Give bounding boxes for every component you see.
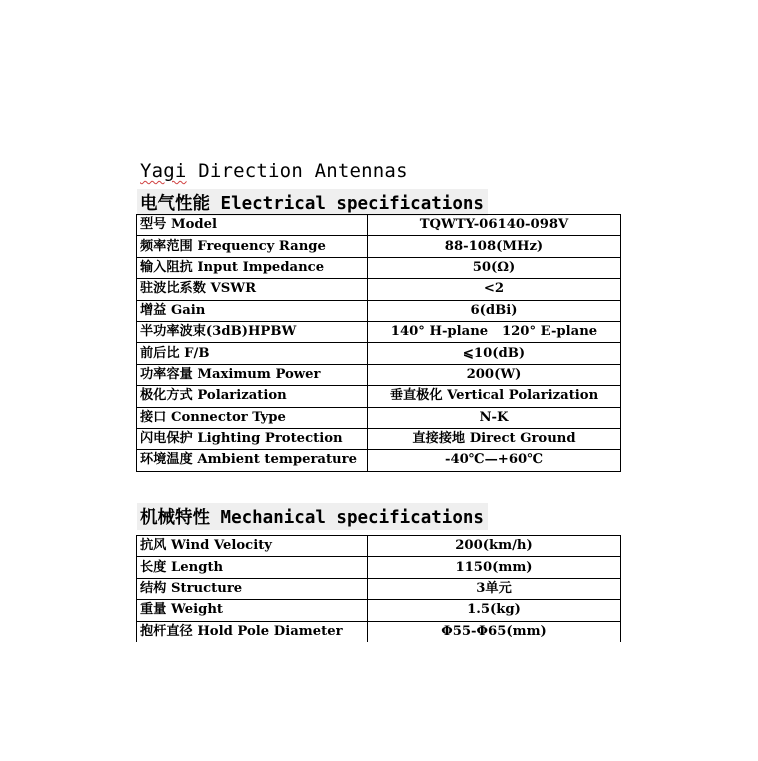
table-row — [137, 450, 621, 471]
spec-value: ⩽10(dB) — [368, 343, 621, 364]
spec-value: 88-108(MHz) — [368, 236, 621, 257]
spec-label: 长度 Length — [137, 557, 368, 578]
spec-label: 输入阻抗 Input Impedance — [137, 257, 368, 278]
spec-value: 6(dBi) — [368, 300, 621, 321]
spec-label: 重量 Weight — [137, 600, 368, 621]
table-row — [137, 578, 621, 599]
spec-label: 型号 Model — [137, 215, 368, 236]
spec-value: 垂直极化 Vertical Polarization — [368, 386, 621, 407]
spec-value: 1150(mm) — [368, 557, 621, 578]
spec-value: -40℃—+60℃ — [368, 450, 621, 471]
spec-value: 50(Ω) — [368, 257, 621, 278]
spec-value: <2 — [368, 279, 621, 300]
spec-label: 闪电保护 Lighting Protection — [137, 428, 368, 449]
spec-value: 直接接地 Direct Ground — [368, 428, 621, 449]
table-row — [137, 215, 621, 236]
spec-label: 接口 Connector Type — [137, 407, 368, 428]
spec-value: N-K — [368, 407, 621, 428]
table-row — [137, 386, 621, 407]
table-row — [137, 407, 621, 428]
title-rest: Direction Antennas — [186, 160, 408, 182]
table-row — [137, 321, 621, 342]
spec-value: 1.5(kg) — [368, 600, 621, 621]
table-row — [137, 279, 621, 300]
spec-label: 环境温度 Ambient temperature — [137, 450, 368, 471]
table-row — [137, 364, 621, 385]
table-row — [137, 428, 621, 449]
table-row — [137, 300, 621, 321]
table-row — [137, 600, 621, 621]
table-row — [137, 343, 621, 364]
mechanical-specifications-table — [136, 535, 621, 642]
spec-label: 半功率波束(3dB)HPBW — [137, 321, 368, 342]
mechanical-section-heading: 机械特性 Mechanical specifications — [137, 503, 488, 530]
spec-label: 频率范围 Frequency Range — [137, 236, 368, 257]
electrical-section-heading: 电气性能 Electrical specifications — [137, 189, 488, 216]
spec-label: 结构 Structure — [137, 578, 368, 599]
spec-label: 功率容量 Maximum Power — [137, 364, 368, 385]
spec-value: 200(km/h) — [368, 536, 621, 557]
spec-value: Φ55-Φ65(mm) — [368, 621, 621, 642]
table-row — [137, 536, 621, 557]
spec-value: 3单元 — [368, 578, 621, 599]
table-row — [137, 257, 621, 278]
spec-label: 驻波比系数 VSWR — [137, 279, 368, 300]
table-row — [137, 557, 621, 578]
spec-value: TQWTY-06140-098V — [368, 215, 621, 236]
document-title — [140, 160, 408, 182]
spec-label: 极化方式 Polarization — [137, 386, 368, 407]
electrical-specifications-table — [136, 214, 621, 472]
spec-label: 增益 Gain — [137, 300, 368, 321]
title-word-yagi: Yagi — [140, 160, 187, 182]
spec-label: 抱杆直径 Hold Pole Diameter — [137, 621, 368, 642]
spec-label: 前后比 F/B — [137, 343, 368, 364]
spec-value: 140° H-plane 120° E-plane — [368, 321, 621, 342]
table-row — [137, 621, 621, 642]
spec-value: 200(W) — [368, 364, 621, 385]
spec-label: 抗风 Wind Velocity — [137, 536, 368, 557]
table-row — [137, 236, 621, 257]
